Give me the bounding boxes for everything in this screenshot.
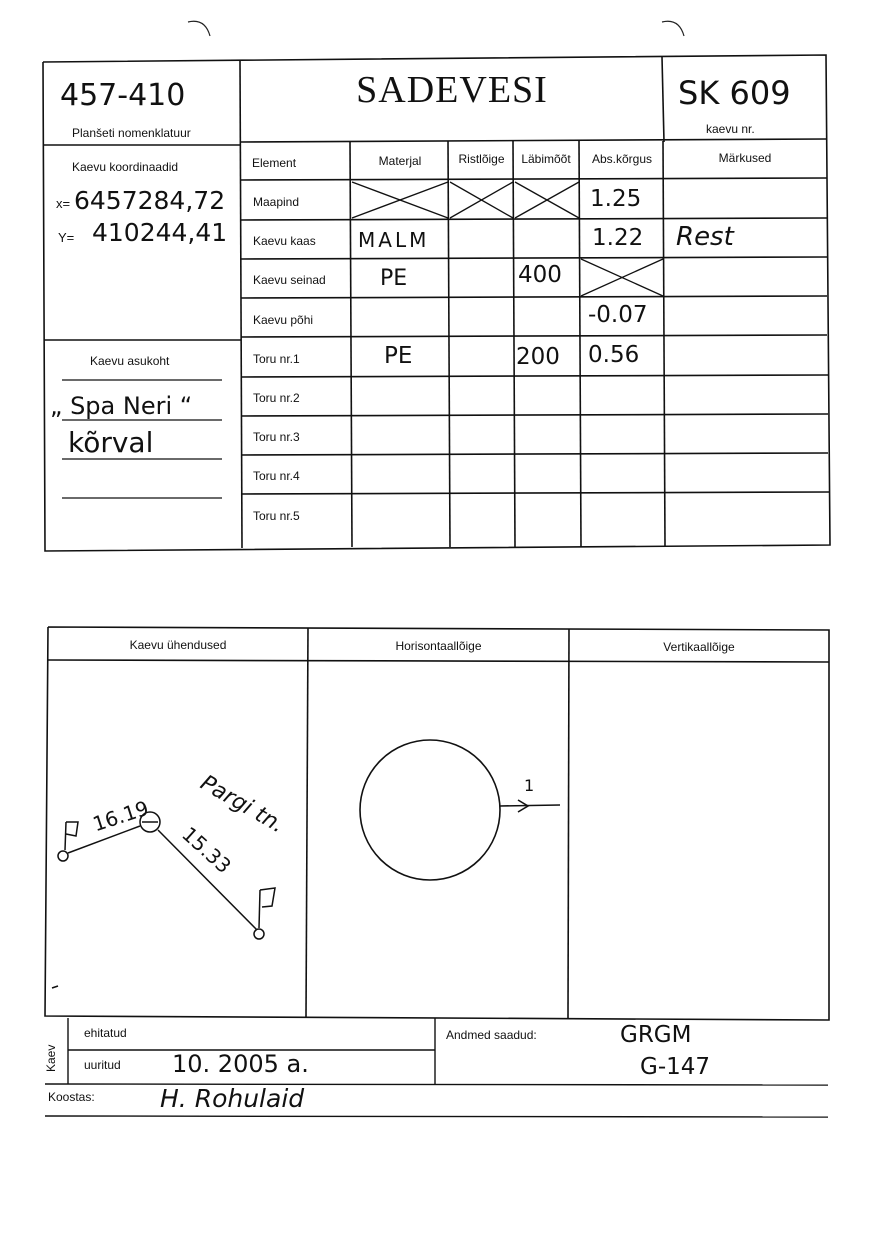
cell-ground-height: 1.25 [590,186,642,212]
row-label-pipe5: Toru nr.5 [253,509,300,523]
compiled-value: H. Rohulaid [160,1084,305,1113]
nomenclature-label: Planšeti nomenklatuur [72,126,191,140]
data-from-value-2: G-147 [640,1054,711,1080]
measured-value: 10. 2005 a. [172,1050,309,1078]
row-label-pipe3: Toru nr.3 [253,430,300,444]
measured-label: uuritud [84,1058,121,1072]
row-label-pipe2: Toru nr.2 [253,391,300,405]
vertical-section-label: Vertikaallõige [663,640,735,654]
built-label: ehitatud [84,1026,127,1040]
well-number-value: SK 609 [678,74,791,112]
row-label-lid: Kaevu kaas [253,234,316,248]
cell-lid-notes: Rest [676,222,734,252]
horizontal-section-label: Horisontaallõige [395,639,482,653]
location-line1: „ Spa Neri “ [50,392,193,420]
location-line2: kõrval [68,426,154,459]
row-label-pipe4: Toru nr.4 [253,469,300,483]
col-header-diameter: Läbimõõt [521,152,571,166]
data-from-label: Andmed saadud: [446,1028,537,1042]
col-header-cross: Ristlõige [458,152,505,166]
row-label-walls: Kaevu seinad [253,273,326,287]
location-label: Kaevu asukoht [90,354,170,368]
distance-label-2: 15.33 [177,821,236,879]
coordinates-label: Kaevu koordinaadid [72,160,179,174]
cell-lid-height: 1.22 [592,225,644,251]
col-header-height: Abs.kõrgus [591,152,653,166]
y-prefix: Y= [58,230,75,245]
x-coordinate: 6457284,72 [74,186,226,215]
y-coordinate: 410244,41 [92,218,228,247]
cell-bottom-height: -0.07 [588,302,648,328]
page-title: SADEVESI [356,69,548,111]
col-header-element: Element [252,156,297,170]
cell-pipe1-material: PE [384,343,413,369]
well-side-label: Kaev [44,1044,58,1072]
cell-walls-material: PE [380,266,408,291]
street-label: Pargi tn. [195,770,289,839]
cell-pipe1-diameter: 200 [516,344,560,370]
pipe-number-label: 1 [524,776,535,795]
cell-lid-material: MALM [358,228,430,252]
col-header-material: Materjal [378,154,422,168]
well-number-label: kaevu nr. [706,122,755,136]
col-header-notes: Märkused [718,151,772,165]
cell-pipe1-height: 0.56 [588,342,640,368]
x-prefix: x= [56,196,71,211]
row-label-ground: Maapind [253,195,300,209]
compiled-label: Koostas: [48,1090,95,1104]
row-label-bottom: Kaevu põhi [253,313,314,327]
data-from-value-1: GRGM [620,1022,692,1048]
row-label-pipe1: Toru nr.1 [253,352,300,366]
connections-label: Kaevu ühendused [129,638,227,652]
cell-walls-diameter: 400 [518,262,562,288]
distance-label-1: 16.19 [89,795,152,837]
nomenclature-value: 457-410 [60,78,186,113]
